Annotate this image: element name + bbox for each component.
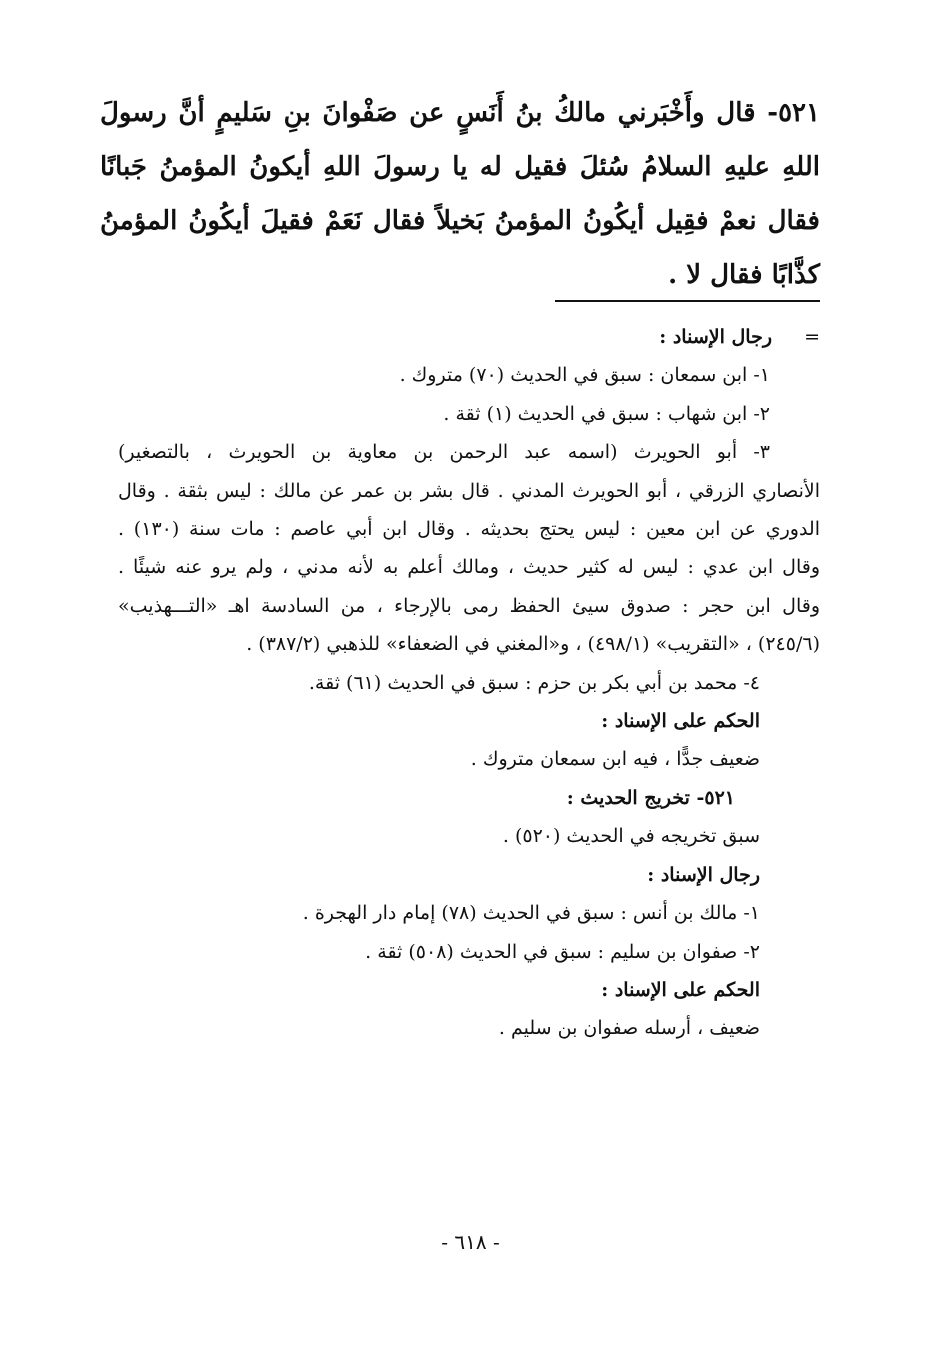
narrator-2-1: ١- مالك بن أنس : سبق في الحديث (٧٨) إمام دار الهجرة . (302, 902, 760, 925)
narrator-3-line-3: الدوري عن ابن معين : ليس يحتج بحديثه . وقال ابن أبي عاصم : مات سنة (١٣٠) . (118, 518, 820, 541)
narrator-2-2: ٢- صفوان بن سليم : سبق في الحديث (٥٠٨) ثقة . (365, 940, 760, 963)
hukm-text-2: ضعيف ، أرسله صفوان بن سليم . (498, 1017, 760, 1040)
rijal-heading-2: رجال الإسناد : (647, 863, 760, 886)
rijal-heading-row (118, 318, 820, 356)
hadith-text-block (100, 86, 820, 302)
takhrij-heading: ٥٢١- تخريج الحديث : (566, 786, 735, 809)
hadith-number: ٥٢١- (767, 98, 820, 128)
page-number: - ٦١٨ - (441, 1230, 500, 1254)
narrator-4: ٤- محمد بن أبي بكر بن حزم : سبق في الحديث (٦١) ثقة. (308, 671, 760, 694)
narrator-3-line-2: الأنصاري الزرقي ، أبو الحويرث المدني . قال بشر بن عمر عن مالك : ليس بثقة . وقال (118, 479, 820, 502)
footnote-separator (555, 300, 820, 302)
rijal-heading: رجال الإسناد : (659, 326, 772, 348)
narrator-1: ١- ابن سمعان : سبق في الحديث (٧٠) متروك . (399, 364, 770, 387)
hadith-body: قال وأَخْبَرني مالكُ بنُ أَنَسٍ عن صَفْوانَ بنِ سَليمٍ أنَّ رسولَ اللهِ عليهِ السلامُ سُئلَ فقيل له يا رسولَ اللهِ أيكونُ المؤمنُ جَبانًا فقال نعمْ فقِيل أيكُونُ المؤمنُ بَخيلاً فقال نَعَمْ فقيلَ أيكُونُ المؤمنُ كذَّابًا فقال لا . (100, 98, 820, 290)
commentary-section (118, 318, 820, 1048)
narrator-2: ٢- ابن شهاب : سبق في الحديث (١) ثقة . (443, 402, 770, 425)
hukm-text-1: ضعيف جدًّا ، فيه ابن سمعان متروك . (470, 748, 760, 771)
takhrij-text: سبق تخريجه في الحديث (٥٢٠) . (502, 825, 760, 848)
hukm-heading-1: الحكم على الإسناد : (601, 710, 760, 733)
continuation-mark: = (804, 326, 820, 348)
hukm-heading-2: الحكم على الإسناد : (601, 978, 760, 1001)
narrator-3-line-5: وقال ابن حجر : صدوق سيئ الحفظ رمى بالإرجاء ، من السادسة اهـ «التـــهذيب» (118, 594, 820, 617)
narrator-3-line-6: (٢٤٥/٦) ، «التقريب» (٤٩٨/١) ، و«المغني في الضعفاء» للذهبي (٣٨٧/٢) . (246, 633, 820, 656)
narrator-3-line-4: وقال ابن عدي : ليس له كثير حديث ، ومالك أعلم به لأنه مدني ، ولم يرو عنه شيئًا . (118, 556, 820, 579)
narrator-3-line-1: ٣- أبو الحويرث (اسمه عبد الرحمن بن معاوية بن الحويرث ، بالتصغير) (118, 441, 770, 464)
